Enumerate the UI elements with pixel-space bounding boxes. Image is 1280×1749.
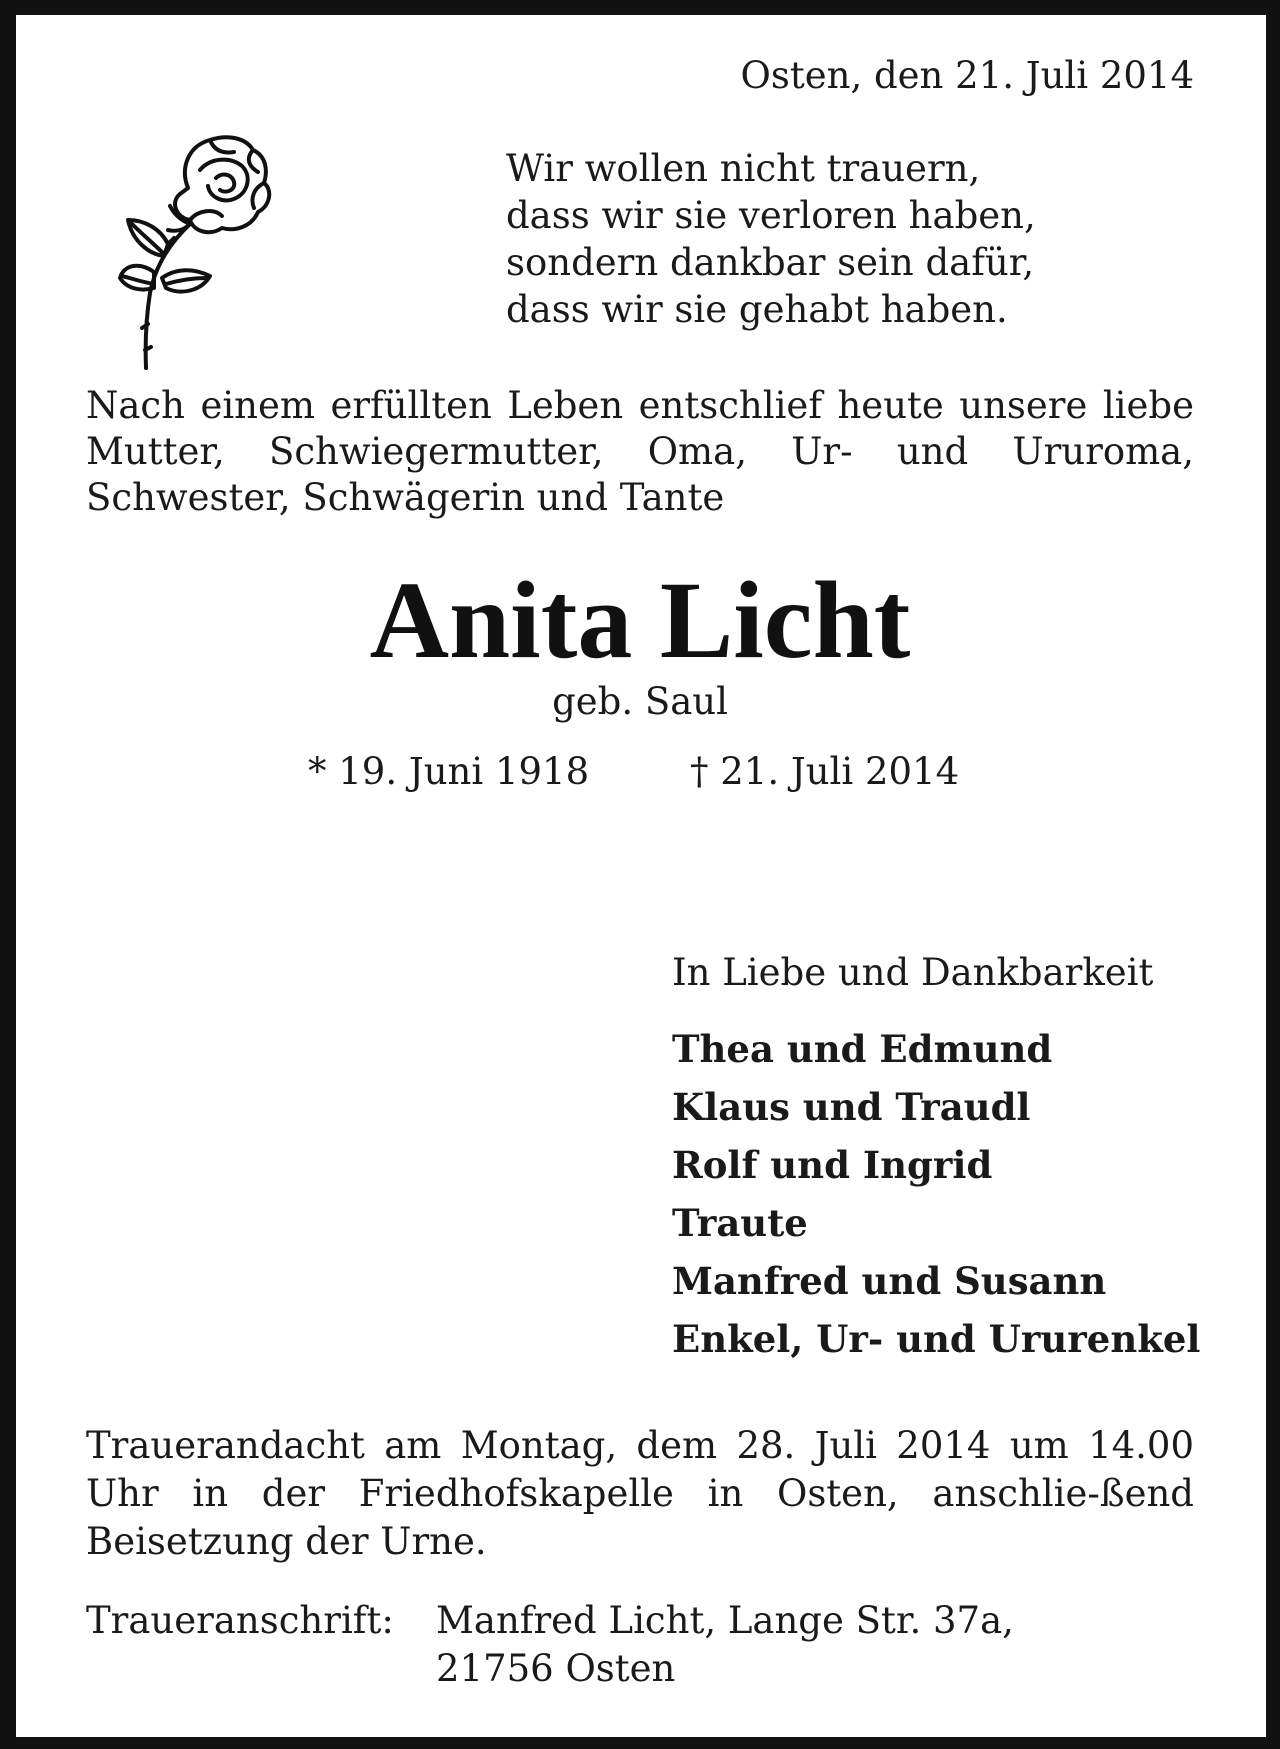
- poem-line: Wir wollen nicht trauern,: [506, 147, 981, 190]
- thanks-line: In Liebe und Dankbarkeit: [672, 951, 1154, 994]
- family-member: Traute: [672, 1201, 808, 1245]
- death-date: † 21. Juli 2014: [690, 750, 960, 793]
- mourning-address: [436, 1597, 1014, 1693]
- intro-paragraph: Nach einem erfüllten Leben entschlief heute unsere liebe Mutter, Schwiegermutter, Oma, Ur- und Ururoma, Schwester, Schwägerin und Tante: [86, 384, 1194, 519]
- family-member: Thea und Edmund: [672, 1027, 1053, 1071]
- address-line: 21756 Osten: [436, 1647, 676, 1690]
- rose-icon: [118, 128, 278, 370]
- family-member: Klaus und Traudl: [672, 1085, 1031, 1129]
- poem-line: dass wir sie gehabt haben.: [506, 288, 1008, 331]
- place-date: Osten, den 21. Juli 2014: [740, 54, 1194, 97]
- family-member: Enkel, Ur- und Ururenkel: [672, 1317, 1201, 1361]
- family-member: Manfred und Susann: [672, 1259, 1107, 1303]
- service-paragraph: Trauerandacht am Montag, dem 28. Juli 2014 um 14.00 Uhr in der Friedhofskapelle in Osten, anschlie-ßend Beisetzung der Urne.: [86, 1424, 1194, 1563]
- poem-line: dass wir sie verloren haben,: [506, 194, 1036, 237]
- family-list: [672, 1020, 1200, 1368]
- address-label: Traueranschrift:: [86, 1599, 394, 1642]
- family-member: Rolf und Ingrid: [672, 1143, 993, 1187]
- birth-date: * 19. Juni 1918: [308, 750, 590, 793]
- address-line: Manfred Licht, Lange Str. 37a,: [436, 1599, 1014, 1642]
- poem-line: sondern dankbar sein dafür,: [506, 241, 1035, 284]
- maiden-name: geb. Saul: [552, 680, 728, 723]
- poem: [506, 145, 1036, 333]
- deceased-name: Anita Licht: [369, 559, 911, 681]
